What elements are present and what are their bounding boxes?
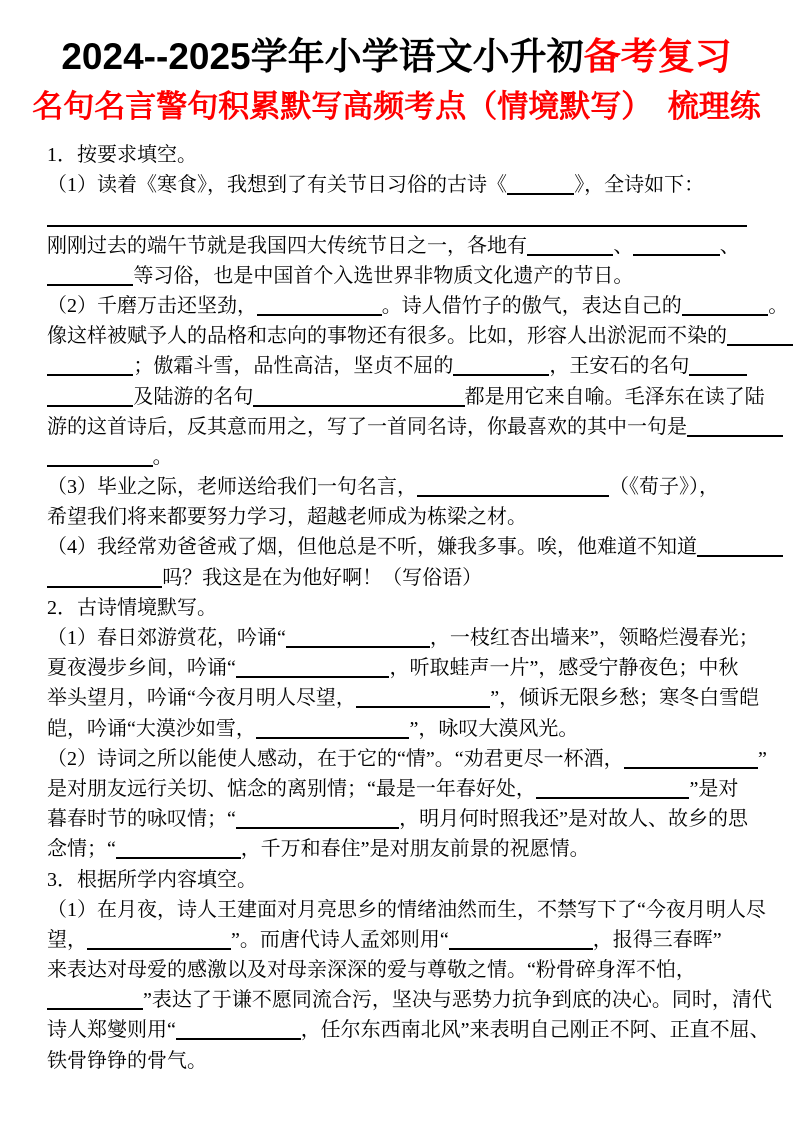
text-line: 等习俗，也是中国首个入选世界非物质文化遗产的节日。	[47, 261, 747, 291]
answer-blank	[727, 342, 793, 346]
answer-blank	[47, 282, 133, 286]
text-line: 。	[47, 442, 747, 472]
answer-blank	[47, 584, 162, 588]
text-line: 望， ”。而唐代诗人孟郊则用“ ，报得三春晖”	[47, 928, 722, 951]
text-line: 念情；“ ，千万和春住”是对朋友前景的祝愿情。	[47, 838, 590, 861]
answer-blank	[356, 704, 490, 708]
text-line: 吗？我这是在为他好啊！（写俗语）	[47, 563, 747, 593]
text-line: 1．按要求填空。	[47, 144, 197, 166]
answer-blank	[87, 946, 231, 950]
answer-blank	[176, 1036, 301, 1040]
text-line: （2）诗词之所以能使人感动，在于它的“情”。“劝君更尽一杯酒， ”	[47, 747, 767, 770]
text-line: （3）毕业之际，老师送给我们一句名言， （《荀子》），	[47, 476, 719, 499]
answer-blank	[116, 855, 241, 859]
answer-blank	[507, 191, 574, 195]
text-line: 夏夜漫步乡间，吟诵“ ，听取蛙声一片”，感受宁静夜色；中秋	[47, 657, 739, 680]
answer-blank	[633, 252, 719, 256]
text-line: 皑，吟诵“大漠沙如雪， ”，咏叹大漠风光。	[47, 717, 579, 740]
text-line: （2）千磨万击还坚劲， 。诗人借竹子的傲气，表达自己的 。	[47, 294, 789, 317]
text-line: 2．古诗情境默写。	[47, 596, 217, 619]
document-body	[47, 140, 789, 1076]
text-line: （4）我经常劝爸爸戒了烟，但他总是不听，嫌我多事。唉，他难道不知道	[47, 532, 747, 562]
text-line: 刚刚过去的端午节就是我国四大传统节日之一，各地有 、 、	[47, 234, 740, 257]
page-title-red-part: 备考复习	[583, 36, 732, 77]
text-line: 希望我们将来都要努力学习，超越老师成为栋梁之材。	[47, 506, 527, 529]
text-line: （1）春日郊游赏花，吟诵“ ，一枝红杏出墙来”，领略烂漫春光；	[47, 627, 759, 649]
page-title-black-part: 2024--2025学年小学语文小升初	[61, 36, 584, 77]
text-line: 像这样被赋予人的品格和志向的事物还有很多。比如，形容人出淤泥而不染的	[47, 321, 747, 351]
answer-blank	[256, 735, 410, 739]
answer-blank	[257, 312, 382, 316]
answer-blank	[449, 946, 593, 950]
answer-blank	[47, 403, 133, 407]
text-line: 举头望月，吟诵“今夜月明人尽望， ”，倾诉无限乡愁；寒冬白雪皑	[47, 687, 760, 710]
answer-blank	[687, 433, 783, 437]
page-title	[8, 34, 785, 80]
answer-blank	[286, 644, 430, 648]
answer-blank	[697, 553, 783, 557]
text-line: （1）读着《寒食》，我想到了有关节日习俗的古诗《 》，全诗如下：	[47, 174, 705, 197]
text-line: 来表达对母爱的感激以及对母亲深深的爱与尊敬之情。“粉骨碎身浑不怕，	[47, 959, 696, 982]
text-line: 暮春时节的咏叹情；“ ，明月何时照我还”是对故人、故乡的思	[47, 808, 748, 831]
answer-blank	[527, 252, 613, 256]
answer-blank	[453, 372, 549, 376]
text-line: ；傲霜斗雪，品性高洁，坚贞不屈的 ，王安石的名句	[47, 351, 747, 381]
answer-blank	[253, 403, 464, 407]
page-subtitle: 名句名言警句积累默写高频考点（情境默写） 梳理练	[32, 89, 761, 124]
answer-blank	[236, 674, 390, 678]
answer-blank	[236, 825, 399, 829]
answer-blank	[682, 312, 768, 316]
answer-blank	[47, 1006, 143, 1010]
answer-blank	[624, 765, 758, 769]
text-line: 诗人郑燮则用“ ，任尔东西南北风”来表明自己刚正不阿、正直不屈、	[47, 1019, 770, 1042]
text-line: 3．根据所学内容填空。	[47, 868, 257, 891]
answer-blank	[47, 372, 133, 376]
answer-blank	[689, 372, 747, 376]
text-line: （1）在月夜，诗人王建面对月亮思乡的情绪油然而生，不禁写下了“今夜月明人尽	[47, 898, 766, 921]
text-line: ”表达了于谦不愿同流合污，坚决与恶势力抗争到底的决心。同时，清代	[47, 985, 747, 1015]
answer-blank	[47, 463, 153, 467]
text-line: 是对朋友远行关切、惦念的离别情；“最是一年春好处， ”是对	[47, 777, 739, 800]
text-line: 铁骨铮铮的骨气。	[47, 1049, 207, 1072]
answer-rule-line	[47, 200, 747, 227]
answer-blank	[417, 493, 609, 497]
text-line: 游的这首诗后，反其意而用之，写了一首同名诗，你最喜欢的其中一句是	[47, 412, 747, 442]
text-line: 及陆游的名句 都是用它来自喻。毛泽东在读了陆	[47, 382, 747, 412]
answer-blank	[536, 795, 690, 799]
